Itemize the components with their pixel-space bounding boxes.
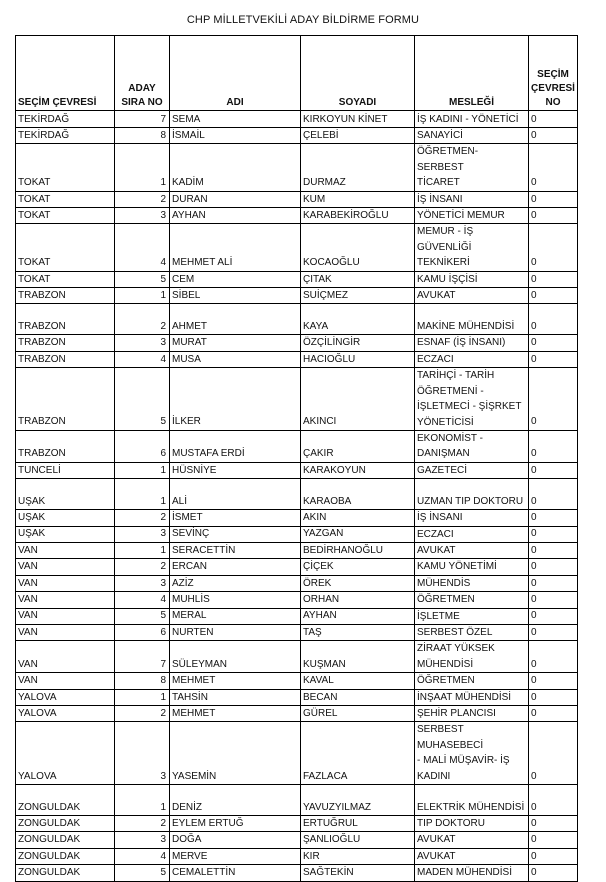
header-line: NO xyxy=(545,97,561,108)
meslegi-line: ÖĞRETMEN xyxy=(417,594,475,606)
secim-cevresi-no-cell: 0 xyxy=(529,335,578,351)
secim-cevresi-no-cell: 0 xyxy=(529,832,578,848)
meslegi-cell xyxy=(415,706,529,722)
soyadi-cell: KIR xyxy=(301,848,415,864)
soyadi-cell: KAVAL xyxy=(301,673,415,689)
adi-cell: MURAT xyxy=(170,335,301,351)
header-aday-sira-no xyxy=(115,36,170,111)
sira-no-cell: 8 xyxy=(115,673,170,689)
table-row xyxy=(16,111,578,128)
secim-cevresi-no-cell: 0 xyxy=(529,865,578,881)
secim-cevresi-no-cell: 0 xyxy=(529,526,578,542)
meslegi-line: YÖNETİCİ MEMUR xyxy=(417,210,505,222)
meslegi-line: ÖĞRETMENİ - xyxy=(417,385,484,397)
meslegi-line: GAZETECİ xyxy=(417,464,468,476)
meslegi-line: ZİRAAT YÜKSEK xyxy=(417,643,495,655)
meslegi-line: - MALİ MÜŞAVİR- İŞ xyxy=(417,755,510,767)
secim-cevresi-cell: UŞAK xyxy=(16,510,115,526)
table-row xyxy=(16,865,578,881)
secim-cevresi-cell: ZONGULDAK xyxy=(16,832,115,848)
meslegi-line: TİCARET xyxy=(417,177,460,189)
soyadi-cell: YAVUZYILMAZ xyxy=(301,785,415,816)
adi-cell: İSMET xyxy=(170,510,301,526)
adi-cell: MEHMET ALİ xyxy=(170,224,301,271)
adi-cell: AHMET xyxy=(170,304,301,335)
soyadi-cell: ÇELEBİ xyxy=(301,128,415,144)
soyadi-cell: ŞANLIOĞLU xyxy=(301,832,415,848)
secim-cevresi-cell: VAN xyxy=(16,542,115,558)
soyadi-cell: FAZLACA xyxy=(301,722,415,785)
header-adi xyxy=(170,36,301,111)
meslegi-line: ÖĞRETMEN xyxy=(417,675,475,687)
meslegi-line: İNŞAAT MÜHENDİSİ xyxy=(417,691,512,703)
header-line: ADAY xyxy=(128,83,156,94)
secim-cevresi-cell: TEKİRDAĞ xyxy=(16,128,115,144)
sira-no-cell: 5 xyxy=(115,608,170,624)
secim-cevresi-no-cell: 0 xyxy=(529,271,578,287)
soyadi-cell: KARAOBA xyxy=(301,479,415,510)
soyadi-cell: ERTUĞRUL xyxy=(301,816,415,832)
sira-no-cell: 5 xyxy=(115,865,170,881)
secim-cevresi-no-cell: 0 xyxy=(529,592,578,608)
adi-cell: SEVİNÇ xyxy=(170,526,301,542)
sira-no-cell: 4 xyxy=(115,351,170,367)
secim-cevresi-no-cell: 0 xyxy=(529,722,578,785)
secim-cevresi-cell: TOKAT xyxy=(16,271,115,287)
meslegi-line: ESNAF (İŞ İNSANI) xyxy=(417,337,506,349)
adi-cell: AZİZ xyxy=(170,575,301,591)
soyadi-cell: ORHAN xyxy=(301,592,415,608)
table-row xyxy=(16,128,578,144)
secim-cevresi-no-cell: 0 xyxy=(529,368,578,431)
secim-cevresi-cell: VAN xyxy=(16,559,115,575)
secim-cevresi-cell: TRABZON xyxy=(16,368,115,431)
meslegi-cell xyxy=(415,559,529,575)
secim-cevresi-no-cell: 0 xyxy=(529,462,578,478)
meslegi-cell xyxy=(415,208,529,224)
meslegi-cell xyxy=(415,608,529,624)
meslegi-cell xyxy=(415,785,529,816)
soyadi-cell: ÖREK xyxy=(301,575,415,591)
meslegi-cell xyxy=(415,542,529,558)
meslegi-line: İŞLETMECİ - ŞİŞRKET xyxy=(417,401,522,413)
adi-cell: KADİM xyxy=(170,144,301,191)
table-row xyxy=(16,479,578,510)
meslegi-line: ÖĞRETMEN- SERBEST xyxy=(417,146,479,173)
secim-cevresi-cell: ZONGULDAK xyxy=(16,865,115,881)
meslegi-line: ECZACI xyxy=(417,353,454,365)
meslegi-line: ELEKTRİK MÜHENDİSİ xyxy=(417,801,525,813)
meslegi-cell xyxy=(415,271,529,287)
table-row xyxy=(16,689,578,705)
table-row xyxy=(16,335,578,351)
secim-cevresi-cell: UŞAK xyxy=(16,526,115,542)
secim-cevresi-no-cell: 0 xyxy=(529,479,578,510)
adi-cell: NURTEN xyxy=(170,624,301,640)
secim-cevresi-no-cell: 0 xyxy=(529,144,578,191)
soyadi-cell: KOCAOĞLU xyxy=(301,224,415,271)
meslegi-cell xyxy=(415,641,529,673)
adi-cell: MERVE xyxy=(170,848,301,864)
table-row xyxy=(16,816,578,832)
meslegi-line: KADINI xyxy=(417,770,451,782)
secim-cevresi-no-cell: 0 xyxy=(529,542,578,558)
adi-cell: SEMA xyxy=(170,111,301,128)
meslegi-cell xyxy=(415,224,529,271)
adi-cell: İLKER xyxy=(170,368,301,431)
sira-no-cell: 1 xyxy=(115,462,170,478)
header-line: SOYADI xyxy=(338,97,377,108)
sira-no-cell: 1 xyxy=(115,542,170,558)
soyadi-cell: KARABEKİROĞLU xyxy=(301,208,415,224)
secim-cevresi-no-cell: 0 xyxy=(529,689,578,705)
meslegi-line: AVUKAT xyxy=(417,290,456,302)
table-row xyxy=(16,191,578,207)
secim-cevresi-no-cell: 0 xyxy=(529,624,578,640)
table-row xyxy=(16,430,578,462)
sira-no-cell: 1 xyxy=(115,288,170,304)
header-row xyxy=(16,36,578,111)
secim-cevresi-no-cell: 0 xyxy=(529,673,578,689)
meslegi-cell xyxy=(415,111,529,128)
meslegi-cell xyxy=(415,816,529,832)
meslegi-line: İŞ KADINI - YÖNETİCİ xyxy=(417,113,519,125)
meslegi-line: ŞEHİR PLANCISI xyxy=(417,708,496,719)
adi-cell: MEHMET xyxy=(170,673,301,689)
secim-cevresi-cell: TOKAT xyxy=(16,144,115,191)
adi-cell: DOĞA xyxy=(170,832,301,848)
meslegi-line: AVUKAT xyxy=(417,544,456,556)
table-row xyxy=(16,608,578,624)
secim-cevresi-no-cell: 0 xyxy=(529,510,578,526)
meslegi-cell xyxy=(415,526,529,542)
sira-no-cell: 3 xyxy=(115,335,170,351)
sira-no-cell: 1 xyxy=(115,689,170,705)
sira-no-cell: 8 xyxy=(115,128,170,144)
secim-cevresi-cell: VAN xyxy=(16,641,115,673)
meslegi-line: İŞLETME xyxy=(417,610,460,622)
secim-cevresi-cell: ZONGULDAK xyxy=(16,785,115,816)
sira-no-cell: 1 xyxy=(115,144,170,191)
meslegi-line: ECZACI xyxy=(417,528,454,540)
meslegi-cell xyxy=(415,128,529,144)
adi-cell: SÜLEYMAN xyxy=(170,641,301,673)
adi-cell: SİBEL xyxy=(170,288,301,304)
header-line: SEÇİM xyxy=(537,69,569,80)
soyadi-cell: KARAKOYUN xyxy=(301,462,415,478)
header-soyadi xyxy=(301,36,415,111)
secim-cevresi-no-cell: 0 xyxy=(529,224,578,271)
meslegi-cell xyxy=(415,288,529,304)
header-line: SEÇİM ÇEVRESİ xyxy=(18,97,97,108)
secim-cevresi-cell: TEKİRDAĞ xyxy=(16,111,115,128)
meslegi-line: UZMAN TIP DOKTORU xyxy=(417,495,524,507)
adi-cell: CEMALETTİN xyxy=(170,865,301,881)
sira-no-cell: 5 xyxy=(115,368,170,431)
meslegi-cell xyxy=(415,191,529,207)
adi-cell: MUSTAFA ERDİ xyxy=(170,430,301,462)
secim-cevresi-cell: VAN xyxy=(16,624,115,640)
table-row xyxy=(16,592,578,608)
soyadi-cell: BEDİRHANOĞLU xyxy=(301,542,415,558)
meslegi-cell xyxy=(415,335,529,351)
meslegi-cell xyxy=(415,673,529,689)
soyadi-cell: ÖZÇİLİNGİR xyxy=(301,335,415,351)
soyadi-cell: GÜREL xyxy=(301,706,415,722)
sira-no-cell: 4 xyxy=(115,592,170,608)
meslegi-cell xyxy=(415,479,529,510)
table-row xyxy=(16,624,578,640)
adi-cell: DURAN xyxy=(170,191,301,207)
sira-no-cell: 1 xyxy=(115,479,170,510)
secim-cevresi-no-cell: 0 xyxy=(529,706,578,722)
meslegi-line: EKONOMİST - xyxy=(417,432,483,444)
secim-cevresi-no-cell: 0 xyxy=(529,430,578,462)
table-row xyxy=(16,462,578,478)
table-row xyxy=(16,288,578,304)
secim-cevresi-cell: TRABZON xyxy=(16,335,115,351)
sira-no-cell: 2 xyxy=(115,304,170,335)
meslegi-line: MÜHENDİSİ xyxy=(417,658,474,670)
soyadi-cell: KUM xyxy=(301,191,415,207)
secim-cevresi-no-cell: 0 xyxy=(529,608,578,624)
meslegi-line: TIP DOKTORU xyxy=(417,818,485,830)
meslegi-line: DANIŞMAN xyxy=(417,448,470,460)
header-secim-cevresi xyxy=(16,36,115,111)
meslegi-line: KAMU YÖNETİMİ xyxy=(417,561,497,573)
meslegi-line: İŞ İNSANI xyxy=(417,512,463,524)
table-row xyxy=(16,641,578,673)
sira-no-cell: 2 xyxy=(115,510,170,526)
table-row xyxy=(16,304,578,335)
adi-cell: HÜSNİYE xyxy=(170,462,301,478)
secim-cevresi-no-cell: 0 xyxy=(529,288,578,304)
adi-cell: MEHMET xyxy=(170,706,301,722)
table-row xyxy=(16,706,578,722)
secim-cevresi-no-cell: 0 xyxy=(529,351,578,367)
meslegi-cell xyxy=(415,689,529,705)
meslegi-cell xyxy=(415,430,529,462)
sira-no-cell: 2 xyxy=(115,706,170,722)
secim-cevresi-cell: TOKAT xyxy=(16,224,115,271)
sira-no-cell: 5 xyxy=(115,271,170,287)
secim-cevresi-cell: VAN xyxy=(16,608,115,624)
sira-no-cell: 3 xyxy=(115,832,170,848)
meslegi-cell xyxy=(415,722,529,785)
adi-cell: TAHSİN xyxy=(170,689,301,705)
adi-cell: İSMAİL xyxy=(170,128,301,144)
sira-no-cell: 3 xyxy=(115,575,170,591)
adi-cell: DENİZ xyxy=(170,785,301,816)
table-row xyxy=(16,542,578,558)
meslegi-cell xyxy=(415,462,529,478)
table-row xyxy=(16,575,578,591)
sira-no-cell: 1 xyxy=(115,785,170,816)
secim-cevresi-cell: YALOVA xyxy=(16,706,115,722)
sira-no-cell: 4 xyxy=(115,224,170,271)
sira-no-cell: 7 xyxy=(115,641,170,673)
adi-cell: MUHLİS xyxy=(170,592,301,608)
meslegi-cell xyxy=(415,592,529,608)
meslegi-cell xyxy=(415,304,529,335)
sira-no-cell: 6 xyxy=(115,430,170,462)
secim-cevresi-no-cell: 0 xyxy=(529,128,578,144)
table-row xyxy=(16,368,578,431)
table-row xyxy=(16,785,578,816)
header-secim-cevresi-no xyxy=(529,36,578,111)
soyadi-cell: YAZGAN xyxy=(301,526,415,542)
meslegi-cell xyxy=(415,865,529,881)
table-body xyxy=(16,111,578,882)
sira-no-cell: 4 xyxy=(115,848,170,864)
secim-cevresi-cell: YALOVA xyxy=(16,722,115,785)
header-line: ADI xyxy=(226,97,244,108)
meslegi-line: SERBEST MUHASEBECİ xyxy=(417,724,484,751)
meslegi-line: MÜHENDİS xyxy=(417,577,471,589)
sira-no-cell: 3 xyxy=(115,722,170,785)
form-title: CHP MİLLETVEKİLİ ADAY BİLDİRME FORMU xyxy=(186,14,420,26)
meslegi-line: MEMUR - İŞ xyxy=(417,226,474,238)
header-line: MESLEĞİ xyxy=(448,97,494,108)
secim-cevresi-cell: ZONGULDAK xyxy=(16,848,115,864)
secim-cevresi-cell: TOKAT xyxy=(16,191,115,207)
secim-cevresi-no-cell: 0 xyxy=(529,559,578,575)
secim-cevresi-no-cell: 0 xyxy=(529,191,578,207)
sira-no-cell: 7 xyxy=(115,111,170,128)
table-row xyxy=(16,559,578,575)
secim-cevresi-no-cell: 0 xyxy=(529,208,578,224)
secim-cevresi-cell: TUNCELİ xyxy=(16,462,115,478)
soyadi-cell: AKINCI xyxy=(301,368,415,431)
secim-cevresi-cell: TOKAT xyxy=(16,208,115,224)
header-line: ÇEVRESİ xyxy=(531,83,575,94)
meslegi-cell xyxy=(415,624,529,640)
soyadi-cell: SAĞTEKİN xyxy=(301,865,415,881)
adi-cell: ALİ xyxy=(170,479,301,510)
secim-cevresi-no-cell: 0 xyxy=(529,785,578,816)
table-row xyxy=(16,848,578,864)
meslegi-line: SANAYİCİ xyxy=(417,130,463,141)
soyadi-cell: ÇİÇEK xyxy=(301,559,415,575)
soyadi-cell: SUİÇMEZ xyxy=(301,288,415,304)
adi-cell: MUSA xyxy=(170,351,301,367)
secim-cevresi-no-cell: 0 xyxy=(529,111,578,128)
secim-cevresi-cell: TRABZON xyxy=(16,304,115,335)
meslegi-line: MAKİNE MÜHENDİSİ xyxy=(417,321,515,333)
meslegi-line: YÖNETİCİSİ xyxy=(417,416,474,428)
meslegi-line: MADEN MÜHENDİSİ xyxy=(417,867,513,879)
adi-cell: CEM xyxy=(170,271,301,287)
soyadi-cell: HACIOĞLU xyxy=(301,351,415,367)
adi-cell: EYLEM ERTUĞ xyxy=(170,816,301,832)
soyadi-cell: AKIN xyxy=(301,510,415,526)
soyadi-cell: BECAN xyxy=(301,689,415,705)
secim-cevresi-cell: YALOVA xyxy=(16,689,115,705)
soyadi-cell: ÇITAK xyxy=(301,271,415,287)
table-row xyxy=(16,144,578,191)
secim-cevresi-no-cell: 0 xyxy=(529,575,578,591)
adi-cell: MERAL xyxy=(170,608,301,624)
table-row xyxy=(16,510,578,526)
table-row xyxy=(16,271,578,287)
meslegi-line: AVUKAT xyxy=(417,834,456,846)
secim-cevresi-no-cell: 0 xyxy=(529,848,578,864)
secim-cevresi-cell: ZONGULDAK xyxy=(16,816,115,832)
sira-no-cell: 3 xyxy=(115,208,170,224)
soyadi-cell: KUŞMAN xyxy=(301,641,415,673)
meslegi-cell xyxy=(415,144,529,191)
secim-cevresi-cell: TRABZON xyxy=(16,351,115,367)
secim-cevresi-no-cell: 0 xyxy=(529,641,578,673)
candidate-table xyxy=(15,35,578,882)
table-row xyxy=(16,722,578,785)
header-meslegi xyxy=(415,36,529,111)
secim-cevresi-cell: TRABZON xyxy=(16,288,115,304)
table-row xyxy=(16,208,578,224)
meslegi-cell xyxy=(415,510,529,526)
adi-cell: YASEMİN xyxy=(170,722,301,785)
soyadi-cell: TAŞ xyxy=(301,624,415,640)
table-row xyxy=(16,832,578,848)
meslegi-cell xyxy=(415,832,529,848)
secim-cevresi-cell: VAN xyxy=(16,673,115,689)
secim-cevresi-no-cell: 0 xyxy=(529,304,578,335)
meslegi-cell xyxy=(415,575,529,591)
sira-no-cell: 6 xyxy=(115,624,170,640)
soyadi-cell: KAYA xyxy=(301,304,415,335)
secim-cevresi-no-cell: 0 xyxy=(529,816,578,832)
meslegi-line: İŞ İNSANI xyxy=(417,193,463,205)
adi-cell: SERACETTİN xyxy=(170,542,301,558)
table-row xyxy=(16,351,578,367)
meslegi-line: GÜVENLİĞİ TEKNİKERİ xyxy=(417,241,472,269)
secim-cevresi-cell: TRABZON xyxy=(16,430,115,462)
secim-cevresi-cell: UŞAK xyxy=(16,479,115,510)
meslegi-line: AVUKAT xyxy=(417,850,456,862)
meslegi-cell xyxy=(415,368,529,431)
soyadi-cell: ÇAKIR xyxy=(301,430,415,462)
sira-no-cell: 2 xyxy=(115,191,170,207)
meslegi-line: KAMU İŞÇİSİ xyxy=(417,273,478,285)
meslegi-cell xyxy=(415,848,529,864)
meslegi-line: SERBEST ÖZEL xyxy=(417,626,493,638)
adi-cell: ERCAN xyxy=(170,559,301,575)
soyadi-cell: AYHAN xyxy=(301,608,415,624)
secim-cevresi-cell: VAN xyxy=(16,575,115,591)
meslegi-cell xyxy=(415,351,529,367)
soyadi-cell: DURMAZ xyxy=(301,144,415,191)
header-line: SIRA NO xyxy=(121,97,163,108)
table-row xyxy=(16,673,578,689)
meslegi-line: TARİHÇİ - TARİH xyxy=(417,370,495,382)
secim-cevresi-cell: VAN xyxy=(16,592,115,608)
sira-no-cell: 2 xyxy=(115,816,170,832)
table-row xyxy=(16,224,578,271)
sira-no-cell: 2 xyxy=(115,559,170,575)
adi-cell: AYHAN xyxy=(170,208,301,224)
sira-no-cell: 3 xyxy=(115,526,170,542)
table-row xyxy=(16,526,578,542)
soyadi-cell: KIRKOYUN KİNET xyxy=(301,111,415,128)
